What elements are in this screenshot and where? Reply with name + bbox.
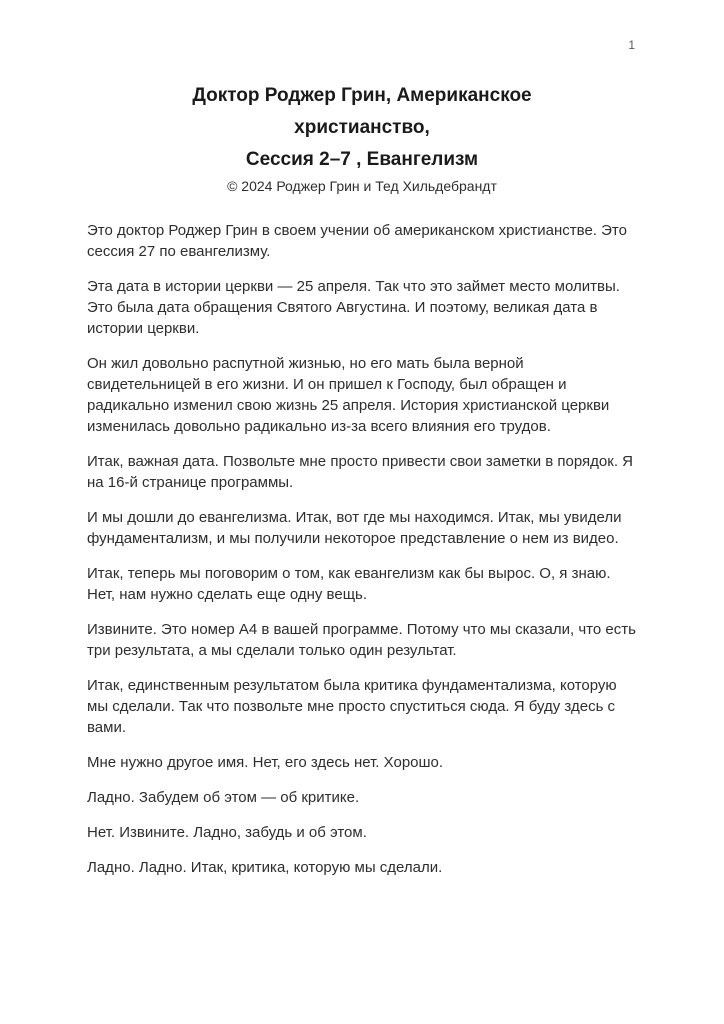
paragraph: Это доктор Роджер Грин в своем учении об американском христианстве. Это сессия 27 по евангелизму. [87,222,627,260]
paragraph: Ладно. Ладно. Итак, критика, которую мы сделали. [87,859,443,876]
document-title-line-3: Сессия 2–7 , Евангелизм [245,149,479,170]
paragraph: Эта дата в истории церкви — 25 апреля. Так что это займет место молитвы. Это была дата обращения Святого Августина. И поэтому, великая дата в истории церкви. [87,278,620,337]
paragraph: Ладно. Забудем об этом — об критике. [87,789,360,806]
paragraph: Мне нужно другое имя. Нет, его здесь нет. Хорошо. [87,754,444,771]
paragraph: И мы дошли до евангелизма. Итак, вот где мы находимся. Итак, мы увидели фундаментализм, и мы получили некоторое представление о нем из видео. [87,509,622,547]
paragraph: Итак, теперь мы поговорим о том, как евангелизм как бы вырос. О, я знаю. Нет, нам нужно сделать еще одну вещь. [87,565,611,603]
copyright-line: © 2024 Роджер Грин и Тед Хильдебрандт [227,178,497,194]
document-header [87,80,637,196]
paragraph: Итак, важная дата. Позвольте мне просто привести свои заметки в порядок. Я на 16-й странице программы. [87,453,634,491]
page-number: 1 [628,38,635,52]
document-title-line-2: христианство, [294,117,430,138]
document-title-line-1: Доктор Роджер Грин, Американское [192,85,532,106]
paragraph: Он жил довольно распутной жизнью, но его мать была верной свидетельницей в его жизни. И он пришел к Господу, был обращен и радикально изменил свою жизнь 25 апреля. История христианской церкви изменилась довольно радикально из-за всего влияния его трудов. [87,355,610,435]
paragraph: Нет. Извините. Ладно, забудь и об этом. [87,824,367,841]
paragraph: Итак, единственным результатом была критика фундаментализма, которую мы сделали. Так что позвольте мне просто спуститься сюда. Я буду здесь с вами. [87,677,617,736]
document-body [87,220,637,878]
paragraph: Извините. Это номер А4 в вашей программе. Потому что мы сказали, что есть три результата, а мы сделали только один результат. [87,621,636,659]
